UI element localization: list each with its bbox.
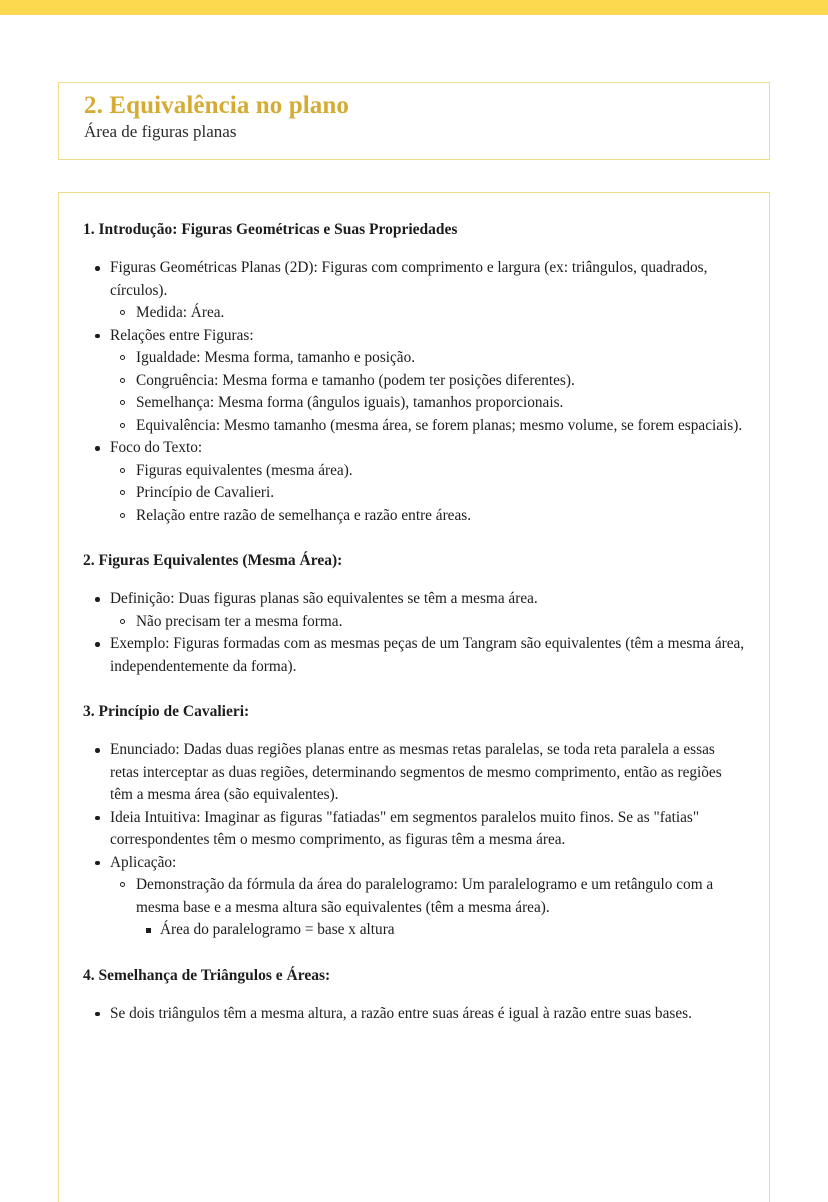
bullet-disc-icon: [95, 597, 100, 602]
list-item: [83, 633, 747, 678]
document-section: [83, 965, 747, 1026]
list-item: [83, 807, 747, 852]
list-item-text: Figuras Geométricas Planas (2D): Figuras com comprimento e largura (ex: triângulos, quadrados, círculos).: [110, 259, 708, 299]
bullet-disc-icon: [95, 334, 100, 339]
list-item: [110, 392, 747, 415]
list-item: [110, 611, 747, 634]
section-heading: 4. Semelhança de Triângulos e Áreas:: [83, 966, 331, 984]
bullet-circle-icon: [120, 423, 125, 428]
bullet-disc-icon: [95, 861, 100, 866]
list-item: [83, 739, 747, 807]
page-subtitle: Área de figuras planas: [84, 122, 237, 141]
outline-list-level-1: [83, 257, 747, 527]
list-item: [110, 460, 747, 483]
list-item-text: Semelhança: Mesma forma (ângulos iguais), tamanhos proporcionais.: [136, 394, 564, 411]
list-item: [83, 588, 747, 633]
list-item: [110, 482, 747, 505]
list-item: [110, 505, 747, 528]
bullet-disc-icon: [95, 816, 100, 821]
bullet-disc-icon: [95, 642, 100, 647]
bullet-disc-icon: [95, 266, 100, 271]
bullet-circle-icon: [120, 468, 125, 473]
list-item-text: Exemplo: Figuras formadas com as mesmas peças de um Tangram são equivalentes (têm a mesma área, independentemente da forma).: [110, 635, 745, 675]
list-item-text: Congruência: Mesma forma e tamanho (podem ter posições diferentes).: [136, 371, 575, 389]
list-item-text: Enunciado: Dadas duas regiões planas entre as mesmas retas paralelas, se toda reta paralela a essas retas interceptar as duas regiões, determinando segmentos de mesmo comprimento, então as regiões têm a mesma área (são equivalentes).: [110, 741, 722, 803]
list-item-text: Igualdade: Mesma forma, tamanho e posição.: [136, 349, 416, 366]
list-item-text: Aplicação:: [110, 853, 177, 871]
list-item: [110, 415, 747, 438]
list-item: [110, 874, 747, 942]
list-item: [83, 1003, 747, 1026]
list-item-text: Demonstração da fórmula da área do paralelogramo: Um paralelogramo e um retângulo com a mesma base e a mesma altura são equivalentes (têm a mesma área).: [136, 876, 714, 916]
top-accent-bar: [0, 0, 828, 15]
document-section: [83, 219, 747, 527]
list-item: [110, 347, 747, 370]
outline-list-level-1: [83, 1003, 747, 1026]
bullet-square-icon: [146, 928, 151, 933]
bullet-disc-icon: [95, 446, 100, 451]
list-item-text: Definição: Duas figuras planas são equivalentes se têm a mesma área.: [110, 590, 538, 607]
list-item-text: Foco do Texto:: [110, 439, 203, 456]
list-item-text: Medida: Área.: [136, 304, 225, 321]
list-item-text: Princípio de Cavalieri.: [136, 484, 275, 501]
document-section: [83, 550, 747, 678]
bullet-circle-icon: [120, 355, 125, 360]
list-item: [83, 852, 747, 942]
outline-list-level-2: [110, 874, 747, 942]
document-content-card: [58, 192, 770, 1202]
document-section: [83, 701, 747, 942]
section-heading: 3. Princípio de Cavalieri:: [83, 703, 250, 720]
bullet-circle-icon: [120, 513, 125, 518]
list-item-text: Ideia Intuitiva: Imaginar as figuras "fatiadas" em segmentos paralelos muito finos. Se as "fatias" correspondentes têm o mesmo comprimento, as figuras têm a mesma área.: [110, 808, 700, 848]
bullet-circle-icon: [120, 378, 125, 383]
outline-list-level-2: [110, 611, 747, 634]
list-item-text: Relação entre razão de semelhança e razão entre áreas.: [136, 506, 472, 524]
bullet-disc-icon: [95, 1012, 100, 1017]
list-item: [110, 302, 747, 325]
bullet-circle-icon: [120, 310, 125, 315]
bullet-circle-icon: [120, 882, 125, 887]
bullet-circle-icon: [120, 619, 125, 624]
list-item-text: Não precisam ter a mesma forma.: [136, 612, 343, 630]
list-item-text: Área do paralelogramo = base x altura: [160, 921, 395, 938]
outline-list-level-1: [83, 739, 747, 942]
list-item-text: Se dois triângulos têm a mesma altura, a razão entre suas áreas é igual à razão entre suas bases.: [110, 1004, 692, 1022]
bullet-disc-icon: [95, 748, 100, 753]
outline-list-level-2: [110, 302, 747, 325]
section-heading: 1. Introdução: Figuras Geométricas e Suas Propriedades: [83, 221, 458, 238]
document-title-card: [58, 82, 770, 160]
outline-list-level-3: [136, 919, 747, 942]
bullet-circle-icon: [120, 490, 125, 495]
outline-list-level-2: [110, 460, 747, 528]
section-heading: 2. Figuras Equivalentes (Mesma Área):: [83, 552, 343, 569]
outline-list-level-2: [110, 347, 747, 437]
list-item-text: Figuras equivalentes (mesma área).: [136, 461, 353, 479]
list-item: [110, 370, 747, 393]
list-item: [83, 437, 747, 527]
list-item: [83, 257, 747, 325]
page-title: 2. Equivalência no plano: [84, 92, 349, 119]
list-item: [83, 325, 747, 438]
outline-list-level-1: [83, 588, 747, 678]
list-item-text: Equivalência: Mesmo tamanho (mesma área, se forem planas; mesmo volume, se forem espaciais).: [136, 416, 743, 434]
document-page: [0, 15, 828, 1171]
list-item-text: Relações entre Figuras:: [110, 326, 254, 344]
bullet-circle-icon: [120, 400, 125, 405]
list-item: [136, 919, 747, 942]
